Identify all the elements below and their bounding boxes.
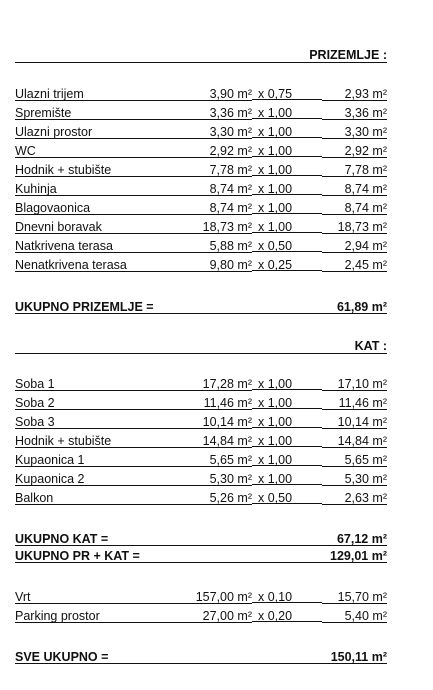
- room-area: 5,88 m²: [185, 239, 252, 253]
- section-title-kat: KAT :: [15, 339, 387, 354]
- table-row: [15, 258, 387, 272]
- room-name: Hodnik + stubište: [15, 434, 185, 448]
- total-label: UKUPNO PR + KAT =: [15, 549, 185, 563]
- room-coefficient: x 1,00: [252, 163, 322, 176]
- room-coefficient: x 0,75: [252, 87, 322, 100]
- room-result: 2,92 m²: [322, 144, 387, 158]
- room-name: Kupaonica 1: [15, 453, 185, 467]
- table-row: [15, 239, 387, 253]
- room-result: 3,30 m²: [322, 125, 387, 139]
- subtotal-value: 61,89 m²: [185, 300, 387, 314]
- table-row: [15, 220, 387, 234]
- table-row: [15, 144, 387, 158]
- room-coefficient: x 1,00: [252, 201, 322, 214]
- total-pr-kat: [15, 549, 387, 563]
- room-coefficient: x 1,00: [252, 415, 322, 428]
- room-coefficient: x 0,25: [252, 258, 322, 271]
- table-row: [15, 453, 387, 467]
- room-result: 11,46 m²: [322, 396, 387, 410]
- table-row: [15, 106, 387, 120]
- table-row: [15, 472, 387, 486]
- room-result: 2,93 m²: [322, 87, 387, 101]
- room-result: 8,74 m²: [322, 182, 387, 196]
- table-row: [15, 415, 387, 429]
- table-row: [15, 377, 387, 391]
- room-name: Kuhinja: [15, 182, 185, 196]
- room-name: Soba 1: [15, 377, 185, 391]
- room-coefficient: x 0,10: [252, 590, 322, 603]
- table-row: [15, 125, 387, 139]
- room-area: 7,78 m²: [185, 163, 252, 177]
- section-title-prizemlje: PRIZEMLJE :: [15, 48, 387, 63]
- room-name: Soba 3: [15, 415, 185, 429]
- table-row: [15, 163, 387, 177]
- table-row: [15, 434, 387, 448]
- room-area: 18,73 m²: [185, 220, 252, 234]
- room-coefficient: x 1,00: [252, 106, 322, 119]
- room-coefficient: x 1,00: [252, 453, 322, 466]
- room-name: WC: [15, 144, 185, 158]
- room-area: 8,74 m²: [185, 201, 252, 215]
- table-row: [15, 182, 387, 196]
- room-result: 15,70 m²: [322, 590, 387, 604]
- room-area: 3,90 m²: [185, 87, 252, 101]
- total-value: 129,01 m²: [185, 549, 387, 563]
- room-area: 3,30 m²: [185, 125, 252, 139]
- room-area: 3,36 m²: [185, 106, 252, 120]
- room-result: 14,84 m²: [322, 434, 387, 448]
- room-area: 8,74 m²: [185, 182, 252, 196]
- room-coefficient: x 0,50: [252, 491, 322, 504]
- subtotal-kat: [15, 532, 387, 546]
- room-area: 17,28 m²: [185, 377, 252, 391]
- room-result: 5,30 m²: [322, 472, 387, 486]
- room-coefficient: x 1,00: [252, 220, 322, 233]
- room-area: 157,00 m²: [185, 590, 252, 604]
- room-coefficient: x 1,00: [252, 144, 322, 157]
- room-area: 14,84 m²: [185, 434, 252, 448]
- subtotal-value: 67,12 m²: [185, 532, 387, 546]
- room-area: 5,30 m²: [185, 472, 252, 486]
- room-area: 2,92 m²: [185, 144, 252, 158]
- room-result: 3,36 m²: [322, 106, 387, 120]
- room-result: 17,10 m²: [322, 377, 387, 391]
- room-name: Nenatkrivena terasa: [15, 258, 185, 272]
- room-name: Ulazni trijem: [15, 87, 185, 101]
- room-name: Spremište: [15, 106, 185, 120]
- room-name: Blagovaonica: [15, 201, 185, 215]
- room-coefficient: x 1,00: [252, 125, 322, 138]
- room-result: 5,65 m²: [322, 453, 387, 467]
- room-coefficient: x 1,00: [252, 396, 322, 409]
- room-result: 18,73 m²: [322, 220, 387, 234]
- room-name: Balkon: [15, 491, 185, 505]
- table-row: [15, 590, 387, 604]
- room-coefficient: x 1,00: [252, 472, 322, 485]
- grand-total: [15, 650, 387, 664]
- room-result: 2,63 m²: [322, 491, 387, 505]
- room-coefficient: x 1,00: [252, 182, 322, 195]
- grand-total-value: 150,11 m²: [185, 650, 387, 664]
- room-area: 27,00 m²: [185, 609, 252, 623]
- table-row: [15, 201, 387, 215]
- room-coefficient: x 1,00: [252, 434, 322, 447]
- room-coefficient: x 0,50: [252, 239, 322, 252]
- grand-total-label: SVE UKUPNO =: [15, 650, 185, 664]
- subtotal-label: UKUPNO KAT =: [15, 532, 185, 546]
- room-result: 7,78 m²: [322, 163, 387, 177]
- room-coefficient: x 1,00: [252, 377, 322, 390]
- table-row: [15, 87, 387, 101]
- table-row: [15, 609, 387, 623]
- room-result: 10,14 m²: [322, 415, 387, 429]
- room-name: Vrt: [15, 590, 185, 604]
- table-row: [15, 491, 387, 505]
- room-area: 10,14 m²: [185, 415, 252, 429]
- room-result: 2,94 m²: [322, 239, 387, 253]
- room-area: 5,65 m²: [185, 453, 252, 467]
- subtotal-label: UKUPNO PRIZEMLJE =: [15, 300, 185, 314]
- room-name: Hodnik + stubište: [15, 163, 185, 177]
- room-area: 9,80 m²: [185, 258, 252, 272]
- room-name: Dnevni boravak: [15, 220, 185, 234]
- room-name: Soba 2: [15, 396, 185, 410]
- room-coefficient: x 0,20: [252, 609, 322, 622]
- room-name: Kupaonica 2: [15, 472, 185, 486]
- subtotal-prizemlje: [15, 300, 387, 314]
- room-result: 5,40 m²: [322, 609, 387, 623]
- table-row: [15, 396, 387, 410]
- room-name: Natkrivena terasa: [15, 239, 185, 253]
- room-result: 2,45 m²: [322, 258, 387, 272]
- room-name: Ulazni prostor: [15, 125, 185, 139]
- room-area: 5,26 m²: [185, 491, 252, 505]
- room-area: 11,46 m²: [185, 396, 252, 410]
- room-result: 8,74 m²: [322, 201, 387, 215]
- room-name: Parking prostor: [15, 609, 185, 623]
